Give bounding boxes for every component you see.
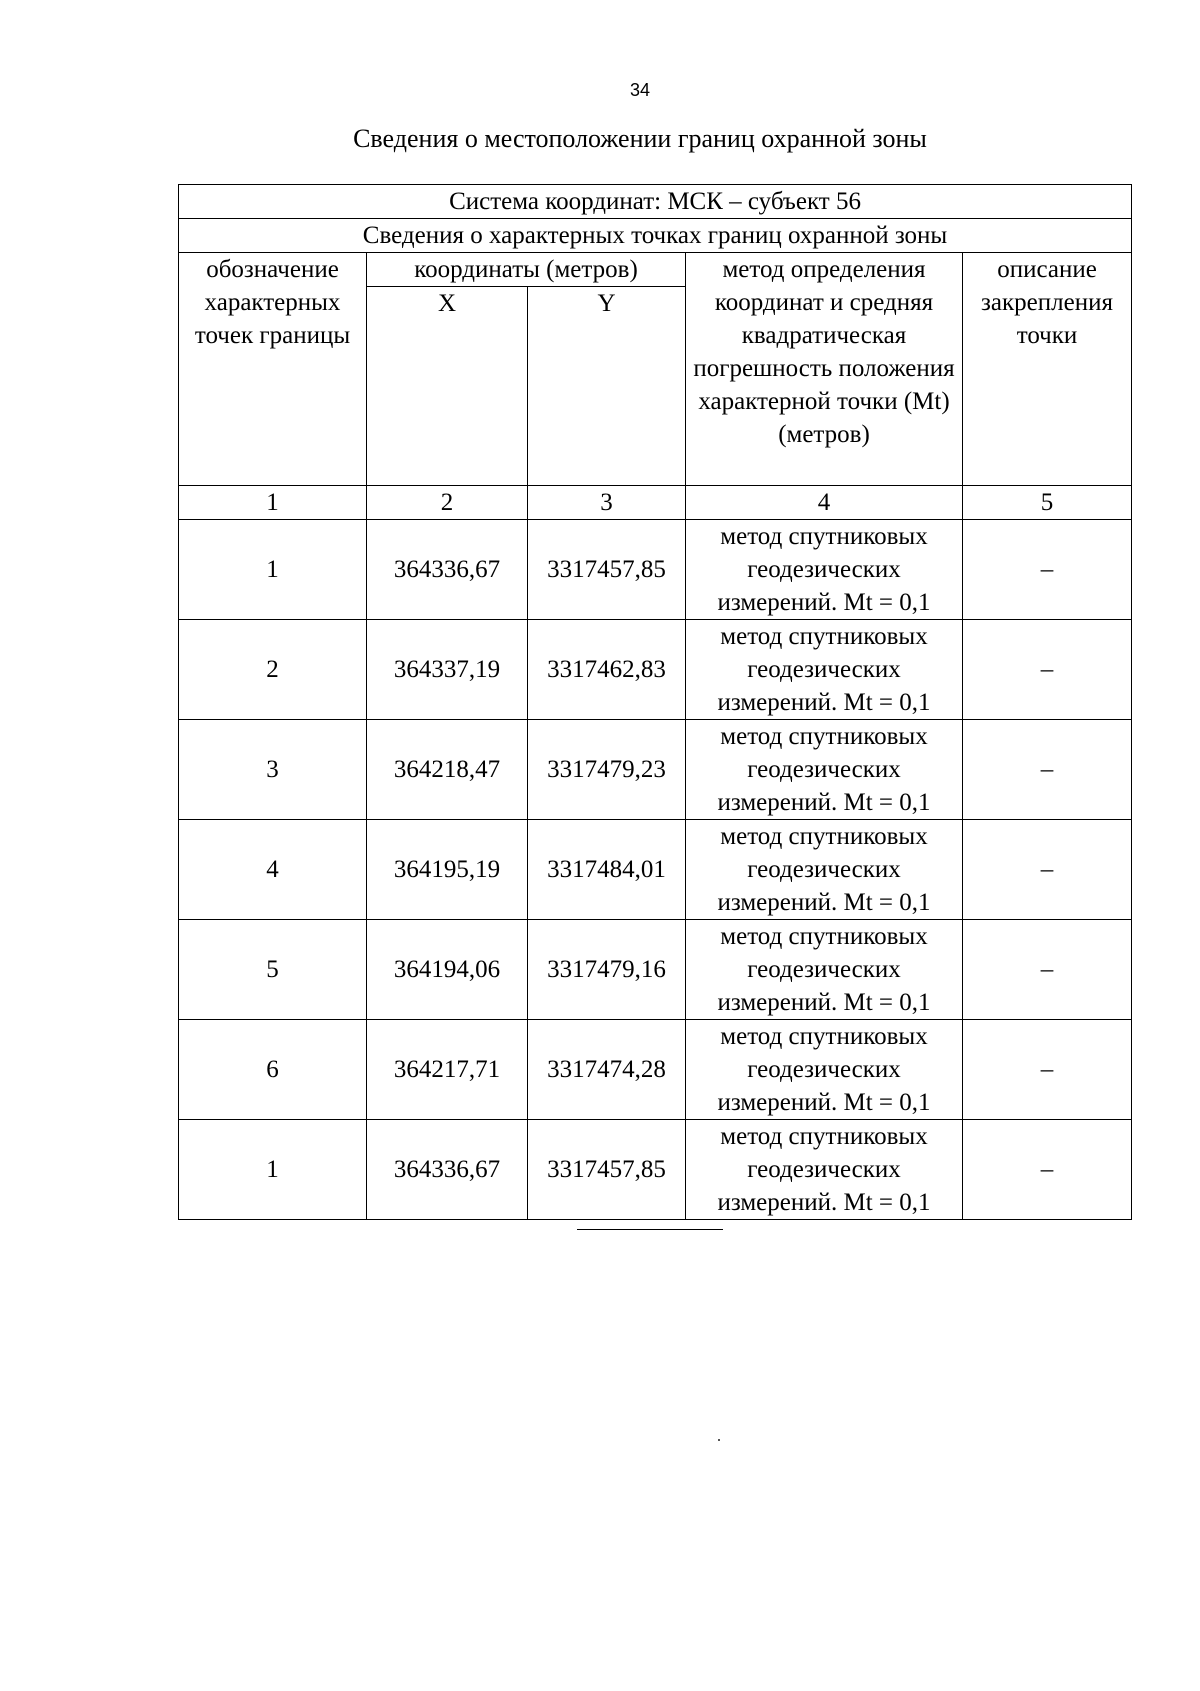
y-coordinate-cell: 3317474,28 xyxy=(528,1020,686,1120)
table-row xyxy=(179,1020,1132,1120)
points-info-row xyxy=(179,219,1132,253)
end-divider xyxy=(577,1229,723,1230)
scan-speck xyxy=(718,1439,720,1441)
y-header: Y xyxy=(528,287,686,486)
coordinates-header: координаты (метров) xyxy=(367,253,686,287)
table-row xyxy=(179,1120,1132,1220)
header-row xyxy=(179,253,1132,287)
point-number-cell: 4 xyxy=(179,820,367,920)
table-row xyxy=(179,920,1132,1020)
description-cell: – xyxy=(963,820,1132,920)
method-header: метод определения координат и средняя квадратическая погрешность положения характерной точки (Mt) (метров) xyxy=(686,253,963,486)
point-number-cell: 1 xyxy=(179,1120,367,1220)
method-cell: метод спутниковых геодезических измерений. Mt = 0,1 xyxy=(686,720,963,820)
method-cell: метод спутниковых геодезических измерений. Mt = 0,1 xyxy=(686,1120,963,1220)
point-number-cell: 3 xyxy=(179,720,367,820)
description-cell: – xyxy=(963,520,1132,620)
method-cell: метод спутниковых геодезических измерений. Mt = 0,1 xyxy=(686,920,963,1020)
description-cell: – xyxy=(963,720,1132,820)
description-header: описание закрепления точки xyxy=(963,253,1132,486)
table-body xyxy=(179,185,1132,1220)
y-coordinate-cell: 3317479,23 xyxy=(528,720,686,820)
description-cell: – xyxy=(963,1120,1132,1220)
description-cell: – xyxy=(963,920,1132,1020)
point-number-cell: 2 xyxy=(179,620,367,720)
x-coordinate-cell: 364337,19 xyxy=(367,620,528,720)
method-cell: метод спутниковых геодезических измерений. Mt = 0,1 xyxy=(686,520,963,620)
system-row xyxy=(179,185,1132,219)
column-number: 2 xyxy=(367,486,528,520)
page-title: Сведения о местоположении границ охранной зоны xyxy=(353,124,927,153)
method-cell: метод спутниковых геодезических измерений. Mt = 0,1 xyxy=(686,1020,963,1120)
designation-header: обозначение характерных точек границы xyxy=(179,253,367,486)
column-number: 3 xyxy=(528,486,686,520)
y-coordinate-cell: 3317479,16 xyxy=(528,920,686,1020)
column-number: 1 xyxy=(179,486,367,520)
point-number-cell: 5 xyxy=(179,920,367,1020)
x-coordinate-cell: 364336,67 xyxy=(367,520,528,620)
table-row xyxy=(179,520,1132,620)
x-coordinate-cell: 364195,19 xyxy=(367,820,528,920)
x-coordinate-cell: 364217,71 xyxy=(367,1020,528,1120)
coordinate-system-cell: Система координат: МСК – субъект 56 xyxy=(179,185,1132,219)
method-cell: метод спутниковых геодезических измерений. Mt = 0,1 xyxy=(686,820,963,920)
table-row xyxy=(179,820,1132,920)
boundary-points-table xyxy=(178,184,1132,1220)
column-number-row xyxy=(179,486,1132,520)
points-info-cell: Сведения о характерных точках границ охранной зоны xyxy=(179,219,1132,253)
y-coordinate-cell: 3317484,01 xyxy=(528,820,686,920)
x-coordinate-cell: 364336,67 xyxy=(367,1120,528,1220)
method-cell: метод спутниковых геодезических измерений. Mt = 0,1 xyxy=(686,620,963,720)
description-cell: – xyxy=(963,1020,1132,1120)
table-row xyxy=(179,620,1132,720)
point-number-cell: 6 xyxy=(179,1020,367,1120)
y-coordinate-cell: 3317457,85 xyxy=(528,520,686,620)
y-coordinate-cell: 3317462,83 xyxy=(528,620,686,720)
table-row xyxy=(179,720,1132,820)
column-number: 5 xyxy=(963,486,1132,520)
point-number-cell: 1 xyxy=(179,520,367,620)
x-coordinate-cell: 364194,06 xyxy=(367,920,528,1020)
description-cell: – xyxy=(963,620,1132,720)
x-header: X xyxy=(367,287,528,486)
page-number: 34 xyxy=(629,80,651,100)
column-number: 4 xyxy=(686,486,963,520)
x-coordinate-cell: 364218,47 xyxy=(367,720,528,820)
y-coordinate-cell: 3317457,85 xyxy=(528,1120,686,1220)
